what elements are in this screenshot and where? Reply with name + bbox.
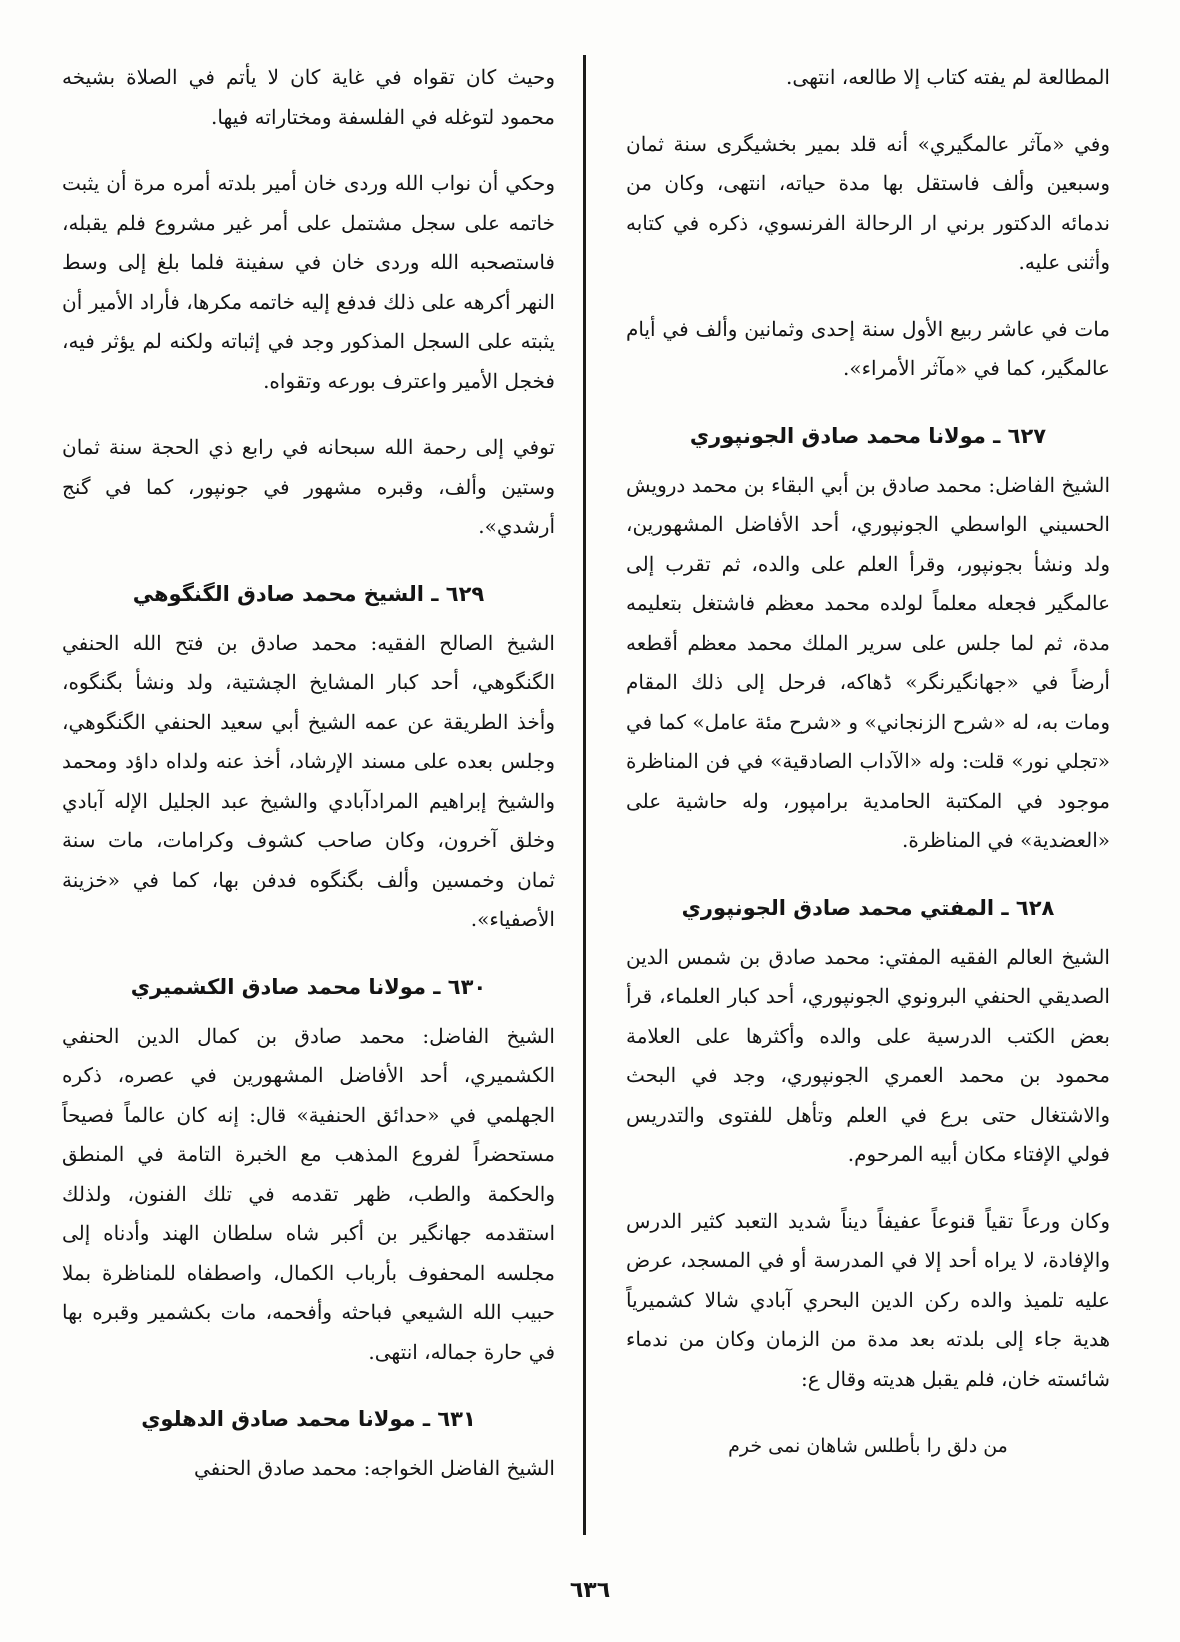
paragraph: توفي إلى رحمة الله سبحانه في رابع ذي الحجة سنة ثمان وستين وألف، وقبره مشهور في جونپور، كما في گنج أرشدي».	[62, 435, 555, 538]
paragraph: وفي «مآثر عالمگيري» أنه قلد بمير بخشيگرى سنة ثمان وسبعين وألف فاستقل بها مدة حياته، انتهى، وكان من ندمائه الدكتور برني ار الرحالة الفرنسوي، ذكره في كتابه وأثنى عليه.	[626, 131, 1110, 274]
page-number: ٦٣٦	[569, 1578, 611, 1603]
entry-body-630: الشيخ الفاضل: محمد صادق بن كمال الدين الحنفي الكشميري، أحد الأفاضل المشهورين في عصره، ذكره الجهلمي في «حدائق الحنفية» قال: إنه كان عالماً فصيحاً مستحضراً لفروع المذهب مع الخبرة التامة في المنطق والحكمة والطب، ظهر تقدمه في تلك الفنون، ولذلك استقدمه جهانگير بن أكبر شاه سلطان الهند وأدناه إلى مجلسه المحفوف بأرباب الكمال، واصطفاه للمناظرة بملا حبيب الله الشيعي فباحثه وأفحمه، مات بكشمير وقبره بها في حارة جماله، انتهى.	[62, 1023, 555, 1364]
entry-body-629: الشيخ الصالح الفقيه: محمد صادق بن فتح الله الحنفي الگنگوهي، أحد كبار المشايخ الچشتية، ولد ونشأ بگنگوه، وأخذ الطريقة عن عمه الشيخ أبي سعيد الحنفي الگنگوهي، وجلس بعده على مسند الإرشاد، أخذ عنه ولداه داؤد ومحمد والشيخ إبراهيم المرادآبادي والشيخ عبد الجليل الإله آبادي وخلق آخرون، وكان صاحب كشوف وكرامات، مات سنة ثمان وخمسين وألف بگنگوه فدفن بها، كما في «خزينة الأصفياء».	[62, 630, 555, 931]
entry-heading-631: ٦٣١ ـ مولانا محمد صادق الدهلوي	[141, 1407, 476, 1431]
entry-body-628-continued: وكان ورعاً تقياً قنوعاً عفيفاً ديناً شديد التعبد كثير الدرس والإفادة، لا يراه أحد إلا في المدرسة أو في المسجد، عرض عليه تلميذ والده ركن الدين البحري آبادي شالا كشميرياً هدية جاء إلى بلدته بعد مدة من الزمان وكان من ندماء شائسته خان، فلم يقبل هديته وقال ع:	[626, 1208, 1110, 1391]
entry-body-631: الشيخ الفاضل الخواجه: محمد صادق الحنفي	[193, 1456, 555, 1480]
left-column	[62, 58, 555, 1548]
entry-heading-627: ٦٢٧ ـ مولانا محمد صادق الجونپوري	[689, 423, 1047, 448]
entry-heading-628: ٦٢٨ ـ المفتي محمد صادق الجونپوري	[681, 895, 1055, 920]
entry-heading-629: ٦٢٩ ـ الشيخ محمد صادق الگنگوهي	[132, 581, 485, 606]
entry-body-628: الشيخ العالم الفقيه المفتي: محمد صادق بن شمس الدين الصديقي الحنفي البرونوي الجونپوري، أحد كبار العلماء، قرأ بعض الكتب الدرسية على والده وأكثرها على العلامة محمود بن محمد العمري الجونپوري، وجد في البحث والاشتغال حتى برع في العلم وتأهل للفتوى والتدريس فولي الإفتاء مكان أبيه المرحوم.	[626, 944, 1110, 1166]
column-divider	[583, 55, 586, 1535]
paragraph: المطالعة لم يفته كتاب إلا طالعه، انتهى.	[786, 65, 1110, 89]
paragraph: وحكي أن نواب الله وردى خان أمير بلدته أمره مرة أن يثبت خاتمه على سجل مشتمل على أمر غير مشروع فلم يقبله، فاستصحبه الله وردى خان في سفينة فلما بلغ إلى وسط النهر أكرهه على ذلك فدفع إليه خاتمه مكرها، فأراد الأمير أن يثبته على السجل المذكور وجد في إثباته ولكنه لم يؤثر فيه، فخجل الأمير واعترف بورعه وتقواه.	[62, 171, 555, 393]
verse-line: من دلق را بأطلس شاهان نمى خرم	[728, 1435, 1008, 1457]
paragraph: وحيث كان تقواه في غاية كان لا يأتم في الصلاة بشيخه محمود لتوغله في الفلسفة ومختاراته فيها.	[62, 65, 555, 129]
paragraph: مات في عاشر ربيع الأول سنة إحدى وثمانين وألف في أيام عالمگير، كما في «مآثر الأمراء».	[626, 316, 1110, 380]
entry-heading-630: ٦٣٠ ـ مولانا محمد صادق الكشميري	[130, 974, 487, 999]
entry-body-627: الشيخ الفاضل: محمد صادق بن أبي البقاء بن محمد درويش الحسيني الواسطي الجونپوري، أحد الأفاضل المشهورين، ولد ونشأ بجونپور، وقرأ العلم على والده، ثم تقرب إلى عالمگير فجعله معلماً لولده محمد معظم فاشتغل بتعليمه مدة، ثم لما جلس على سرير الملك محمد معظم أقطعه أرضاً في «جهانگيرنگر» ڈهاكه، فرحل إلى ذلك المقام ومات به، له «شرح الزنجاني» و «شرح مئة عامل» كما في «تجلي نور» قلت: وله «الآداب الصادقية» في فن المناظرة موجود في المكتبة الحامدية برامپور، وله حاشية على «العضدية» في المناظرة.	[626, 472, 1110, 852]
right-column	[626, 58, 1110, 1548]
